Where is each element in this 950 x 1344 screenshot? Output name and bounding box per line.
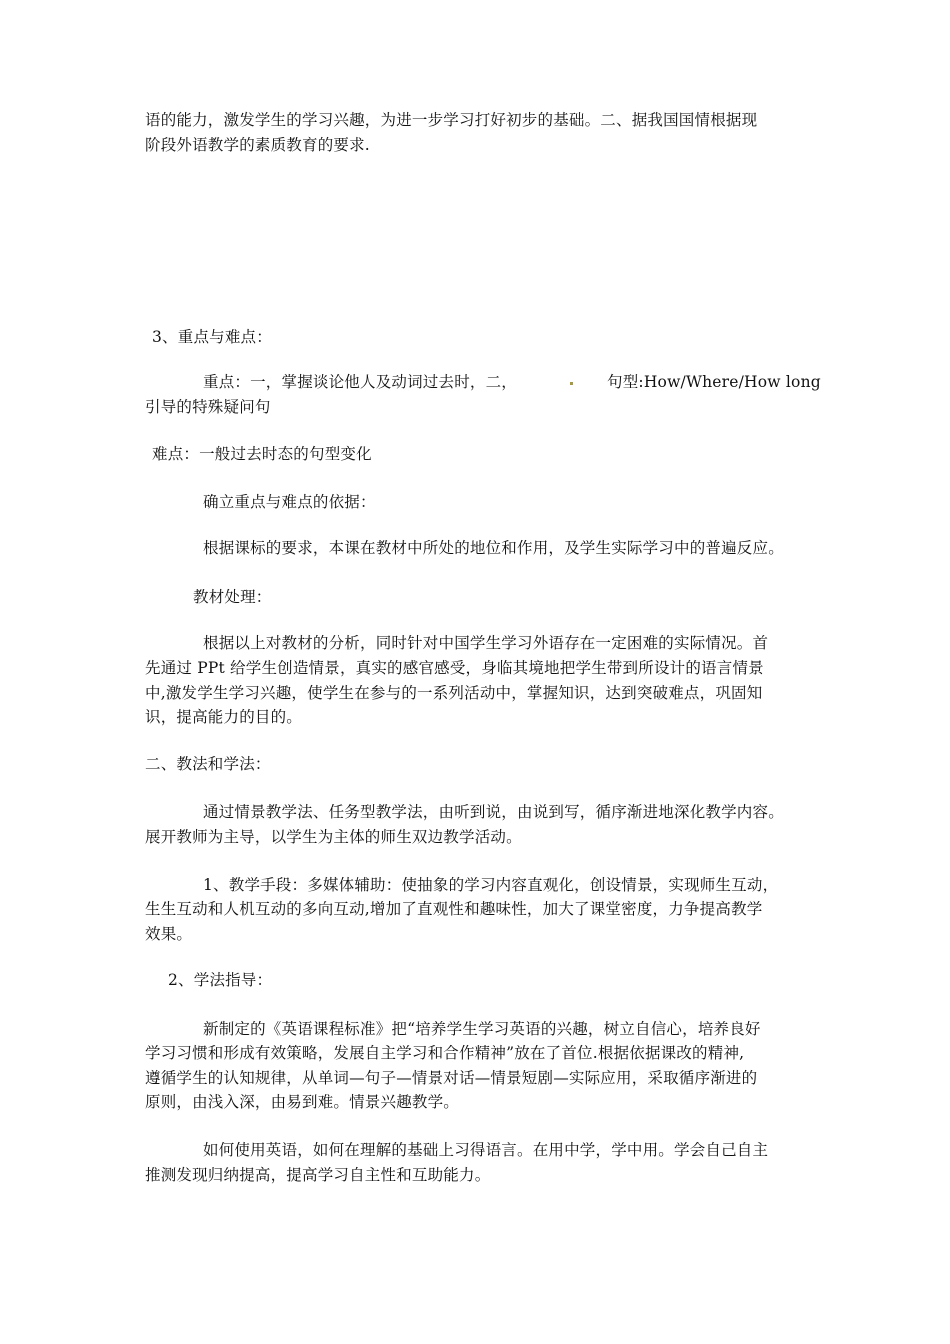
text-line: 如何使用英语，如何在理解的基础上习得语言。在用中学，学中用。学会自己自主 — [203, 1141, 769, 1159]
section-heading: 教材处理： — [193, 588, 272, 606]
text-line: 1、教学手段：多媒体辅助：使抽象的学习内容直观化，创设情景，实现师生互动， — [203, 876, 779, 894]
text-line: 遵循学生的认知规律，从单词—句子—情景对话—情景短剧—实际应用，采取循序渐进的 — [145, 1069, 758, 1087]
text-line: 展开教师为主导，以学生为主体的师生双边教学活动。 — [145, 828, 522, 846]
text-line: 中,激发学生学习兴趣，使学生在参与的一系列活动中，掌握知识，达到突破难点，巩固知 — [145, 684, 763, 702]
text-line: 难点：一般过去时态的句型变化 — [152, 445, 372, 463]
dot-mark — [570, 382, 573, 385]
text-line: 效果。 — [145, 925, 193, 943]
section-heading: 3、重点与难点： — [152, 328, 272, 346]
text-line: 新制定的《英语课程标准》把“培养学生学习英语的兴趣，树立自信心，培养良好 — [203, 1020, 761, 1038]
text-line: 推测发现归纳提高，提高学习自主性和互助能力。 — [145, 1166, 491, 1184]
text-line: 语的能力，激发学生的学习兴趣，为进一步学习打好初步的基础。二、据我国国情根据现 — [145, 111, 758, 129]
text-line: 生生互动和人机互动的多向互动,增加了直观性和趣味性，加大了课堂密度，力争提高教学 — [145, 900, 763, 918]
text-line: 原则，由浅入深，由易到难。情景兴趣教学。 — [145, 1093, 460, 1111]
text-line: 句型:How/Where/How long — [607, 373, 821, 391]
text-line: 通过情景教学法、任务型教学法，由听到说，由说到写，循序渐进地深化教学内容。 — [203, 803, 784, 821]
text-line: 学习习惯和形成有效策略，发展自主学习和合作精神”放在了首位.根据依据课改的精神, — [145, 1044, 745, 1062]
text-line: 确立重点与难点的依据： — [203, 493, 376, 511]
text-line: 先通过 PPt 给学生创造情景，真实的感官感受，身临其境地把学生带到所设计的语言情景 — [145, 659, 764, 677]
text-line: 引导的特殊疑问句 — [145, 398, 271, 416]
section-heading: 2、学法指导： — [168, 971, 273, 989]
text-line: 根据以上对教材的分析，同时针对中国学生学习外语存在一定困难的实际情况。首 — [203, 634, 769, 652]
text-line: 重点：一，掌握谈论他人及动词过去时，二， — [203, 373, 518, 391]
text-line: 识，提高能力的目的。 — [145, 708, 303, 726]
text-line: 阶段外语教学的素质教育的要求. — [145, 136, 370, 154]
text-line: 根据课标的要求，本课在教材中所处的地位和作用，及学生实际学习中的普遍反应。 — [203, 539, 784, 557]
section-heading: 二、教法和学法： — [145, 755, 271, 773]
